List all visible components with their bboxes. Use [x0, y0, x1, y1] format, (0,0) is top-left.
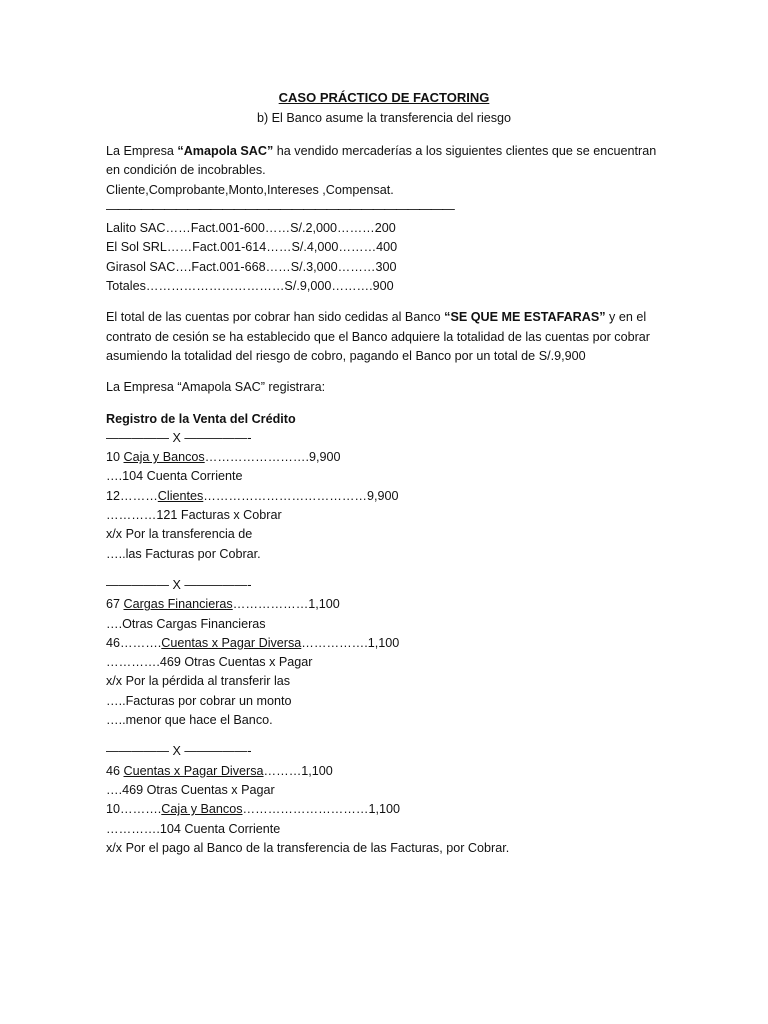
- intro-rest: ha vendido mercaderías a los siguientes clientes que se encuentran en condición de incobrables.: [106, 144, 657, 178]
- document-subtitle: b) El Banco asume la transferencia del riesgo: [256, 111, 512, 125]
- entry-line: ………….104 Cuenta Corriente: [106, 821, 281, 836]
- entry-line: 10 Caja y Bancos…………………….9,900: [106, 450, 341, 465]
- client-row: Lalito SAC……Fact.001-600……S/.2,000………200: [106, 221, 396, 236]
- account-name: Cargas Financieras: [123, 597, 233, 612]
- entry-separator: ————— X —————-: [106, 577, 252, 592]
- entry-gloss: x/x Por el pago al Banco de la transferencia de las Facturas, por Cobrar.: [106, 840, 510, 855]
- entry-line: 10……….Caja y Bancos…………………………1,100: [106, 802, 400, 817]
- company-name: “Amapola SAC”: [177, 144, 274, 158]
- document-title: CASO PRÁCTICO DE FACTORING: [278, 90, 490, 105]
- account-name: Cuentas x Pagar Diversa: [123, 763, 264, 778]
- section-title: Registro de la Venta del Crédito: [106, 411, 296, 426]
- cession-rest: y en el contrato de cesión se ha establecido que el Banco adquiere la totalidad de las cuentas por cobrar asumiendo la totalidad del riesgo de cobro, pagando el Banco por un total de S/.9,900: [106, 310, 650, 363]
- entry-gloss: x/x Por la pérdida al transferir las: [106, 674, 291, 689]
- entry-line: 46 Cuentas x Pagar Diversa………1,100: [106, 763, 333, 778]
- document-body: [106, 142, 666, 858]
- cession-prefix: El total de las cuentas por cobrar han sido cedidas al Banco: [106, 310, 445, 325]
- entry-gloss: …..las Facturas por Cobrar.: [106, 546, 261, 561]
- account-name: Caja y Bancos: [123, 450, 205, 465]
- account-name: Cuentas x Pagar Diversa: [161, 635, 302, 650]
- intro-prefix: La Empresa: [106, 144, 178, 158]
- entry-line: 46……….Cuentas x Pagar Diversa…………….1,100: [106, 635, 400, 650]
- separator-line: ——————————————————————————————: [106, 201, 454, 216]
- title-block: [0, 90, 768, 125]
- entry-line: …………121 Facturas x Cobrar: [106, 508, 282, 523]
- entry-gloss: …..menor que hace el Banco.: [106, 713, 273, 728]
- entry-separator: ————— X —————-: [106, 744, 252, 759]
- entry-gloss: …..Facturas por cobrar un monto: [106, 693, 292, 708]
- entry-line: 67 Cargas Financieras………………1,100: [106, 597, 340, 612]
- entry-line: ….104 Cuenta Corriente: [106, 469, 243, 484]
- cession-paragraph: [106, 308, 666, 366]
- registers-line: La Empresa “Amapola SAC” registrara:: [106, 380, 326, 395]
- entry-line: 12………Clientes…………………………………9,900: [106, 488, 399, 503]
- account-name: Caja y Bancos: [161, 802, 243, 817]
- entry-gloss: x/x Por la transferencia de: [106, 527, 253, 542]
- entry-separator: ————— X —————-: [106, 430, 252, 445]
- entry-line: ………….469 Otras Cuentas x Pagar: [106, 655, 313, 670]
- entry-line: ….Otras Cargas Financieras: [106, 616, 266, 631]
- client-row: Girasol SAC….Fact.001-668……S/.3,000………300: [106, 259, 397, 274]
- client-row: El Sol SRL……Fact.001-614……S/.4,000………400: [106, 240, 398, 255]
- totals-row: Totales……………………………S/.9,000……….900: [106, 279, 394, 294]
- entry-line: ….469 Otras Cuentas x Pagar: [106, 782, 275, 797]
- column-header: Cliente,Comprobante,Monto,Intereses ,Compensat.: [106, 182, 394, 197]
- intro-paragraph: [106, 142, 666, 181]
- account-name: Clientes: [157, 488, 204, 503]
- bank-name: “SE QUE ME ESTAFARAS”: [444, 310, 606, 325]
